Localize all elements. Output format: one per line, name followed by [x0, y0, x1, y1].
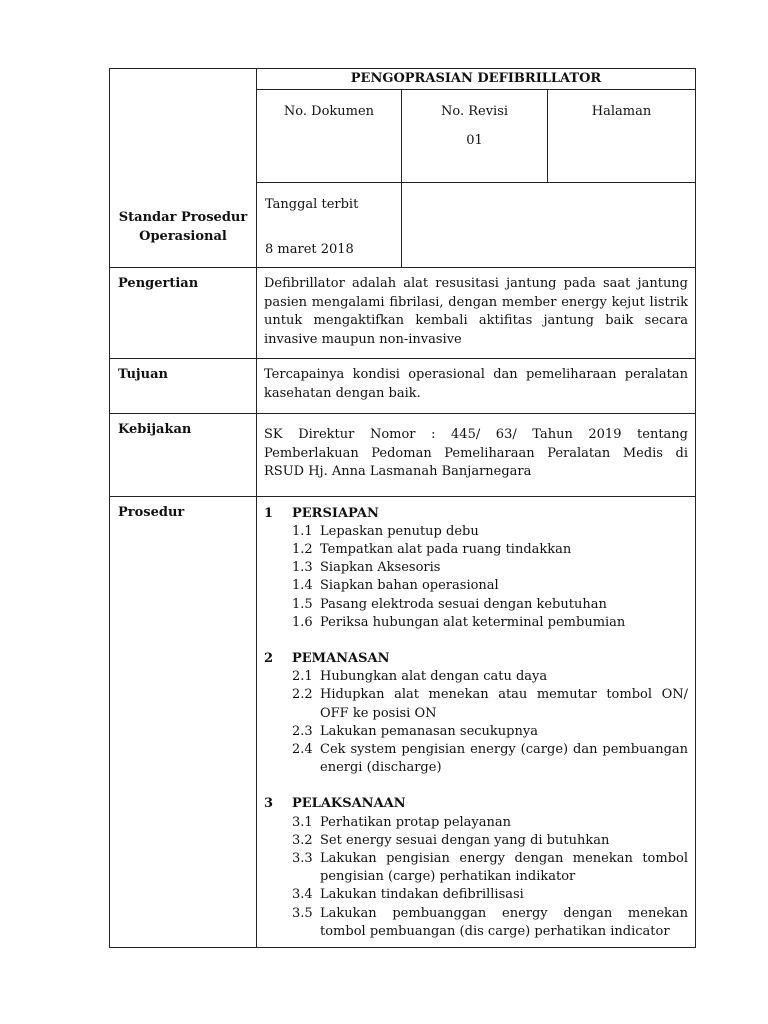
- item-text: Hubungkan alat dengan catu daya: [320, 669, 548, 685]
- sop-table: [109, 68, 696, 948]
- item-number: 1.6: [292, 614, 313, 630]
- item-text: Lepaskan penutup debu: [320, 523, 479, 539]
- list-item: [292, 741, 688, 777]
- blank-cell: [402, 183, 696, 268]
- list-item: [292, 668, 688, 686]
- prosedur-content: [257, 496, 696, 947]
- sop-label-line2: Operasional: [139, 229, 227, 244]
- list-item: [292, 905, 688, 941]
- prosedur-label: Prosedur: [110, 496, 257, 947]
- item-text: Cek system pengisian energy (carge) dan pembuangan energi (discharge): [320, 741, 689, 776]
- list-item: [292, 523, 688, 541]
- list-item: [292, 686, 688, 722]
- item-number: 2.1: [292, 669, 313, 685]
- section-number: 2: [264, 650, 274, 666]
- kebijakan-label: Kebijakan: [110, 414, 257, 497]
- item-number: 1.3: [292, 560, 313, 576]
- item-text: Periksa hubungan alat keterminal pembumian: [320, 614, 626, 630]
- item-text: Lakukan pengisian energy dengan menekan tombol pengisian (carge) perhatikan indikator: [320, 850, 689, 885]
- item-number: 1.1: [292, 523, 313, 539]
- item-text: Lakukan pembuanggan energy dengan menekan tombol pembuangan (dis carge) perhatikan indicator: [320, 905, 689, 939]
- no-revisi-value: 01: [466, 133, 483, 148]
- item-text: Pasang elektroda sesuai dengan kebutuhan: [320, 596, 607, 612]
- tanggal-terbit-value: 8 maret 2018: [265, 242, 354, 257]
- tanggal-terbit-label: Tanggal terbit: [265, 197, 359, 212]
- item-number: 3.1: [292, 814, 313, 830]
- item-number: 3.5: [292, 905, 313, 921]
- no-revisi-label: No. Revisi: [440, 104, 509, 119]
- no-dokumen-cell: [257, 90, 402, 183]
- section-title: PELAKSANAAN: [292, 796, 406, 812]
- section-title: PERSIAPAN: [292, 505, 379, 521]
- list-item: [292, 577, 688, 595]
- list-item: [292, 723, 688, 741]
- halaman-cell: [548, 90, 696, 183]
- item-text: Siapkan bahan operasional: [320, 578, 499, 594]
- section-number: 1: [264, 505, 274, 521]
- item-number: 3.3: [292, 850, 313, 866]
- list-item: [292, 596, 688, 614]
- section-title: PEMANASAN: [292, 650, 390, 666]
- item-text: Lakukan tindakan defibrillisasi: [320, 887, 524, 903]
- tanggal-terbit-cell: [257, 183, 402, 268]
- prosedur-section: [264, 795, 688, 941]
- sop-label-cell: [110, 69, 257, 268]
- item-number: 3.4: [292, 887, 313, 903]
- list-item: [292, 541, 688, 559]
- tujuan-text: Tercapainya kondisi operasional dan pemeliharaan peralatan kasehatan dengan baik.: [257, 359, 696, 414]
- section-number: 3: [264, 796, 274, 812]
- no-revisi-cell: [402, 90, 548, 183]
- item-number: 1.5: [292, 596, 313, 612]
- item-text: Set energy sesuai dengan yang di butuhkan: [320, 832, 610, 848]
- list-item: [292, 614, 688, 632]
- no-dokumen-label: No. Dokumen: [283, 104, 375, 119]
- document-title: PENGOPRASIAN DEFIBRILLATOR: [257, 69, 696, 90]
- list-item: [292, 559, 688, 577]
- item-text: Tempatkan alat pada ruang tindakkan: [320, 541, 572, 557]
- item-number: 2.2: [292, 687, 313, 703]
- item-number: 2.4: [292, 741, 313, 757]
- prosedur-section: [264, 650, 688, 777]
- sop-label-line1: Standar Prosedur: [118, 210, 248, 225]
- item-number: 1.4: [292, 578, 313, 594]
- list-item: [292, 850, 688, 886]
- item-number: 2.3: [292, 723, 313, 739]
- item-text: Perhatikan protap pelayanan: [320, 814, 512, 830]
- list-item: [292, 886, 688, 904]
- tujuan-label: Tujuan: [110, 359, 257, 414]
- sop-document: [109, 68, 695, 948]
- list-item: [292, 814, 688, 832]
- item-text: Siapkan Aksesoris: [320, 560, 441, 576]
- item-text: Lakukan pemanasan secukupnya: [320, 723, 538, 739]
- item-text: Hidupkan alat menekan atau memutar tombol ON/ OFF ke posisi ON: [320, 687, 689, 721]
- halaman-label: Halaman: [591, 104, 652, 119]
- pengertian-label: Pengertian: [110, 268, 257, 359]
- pengertian-text: Defibrillator adalah alat resusitasi jantung pada saat jantung pasien mengalami fibrilasi, dengan member energy kejut listrik untuk mengaktifkan kembali aktifitas jantung baik secara invasive maupun non-invasive: [257, 268, 696, 359]
- kebijakan-text: SK Direktur Nomor : 445/ 63/ Tahun 2019 tentang Pemberlakuan Pedoman Pemeliharaan Peralatan Medis di RSUD Hj. Anna Lasmanah Banjarnegara: [257, 414, 696, 497]
- item-number: 3.2: [292, 832, 313, 848]
- list-item: [292, 832, 688, 850]
- item-number: 1.2: [292, 541, 313, 557]
- prosedur-section: [264, 505, 688, 632]
